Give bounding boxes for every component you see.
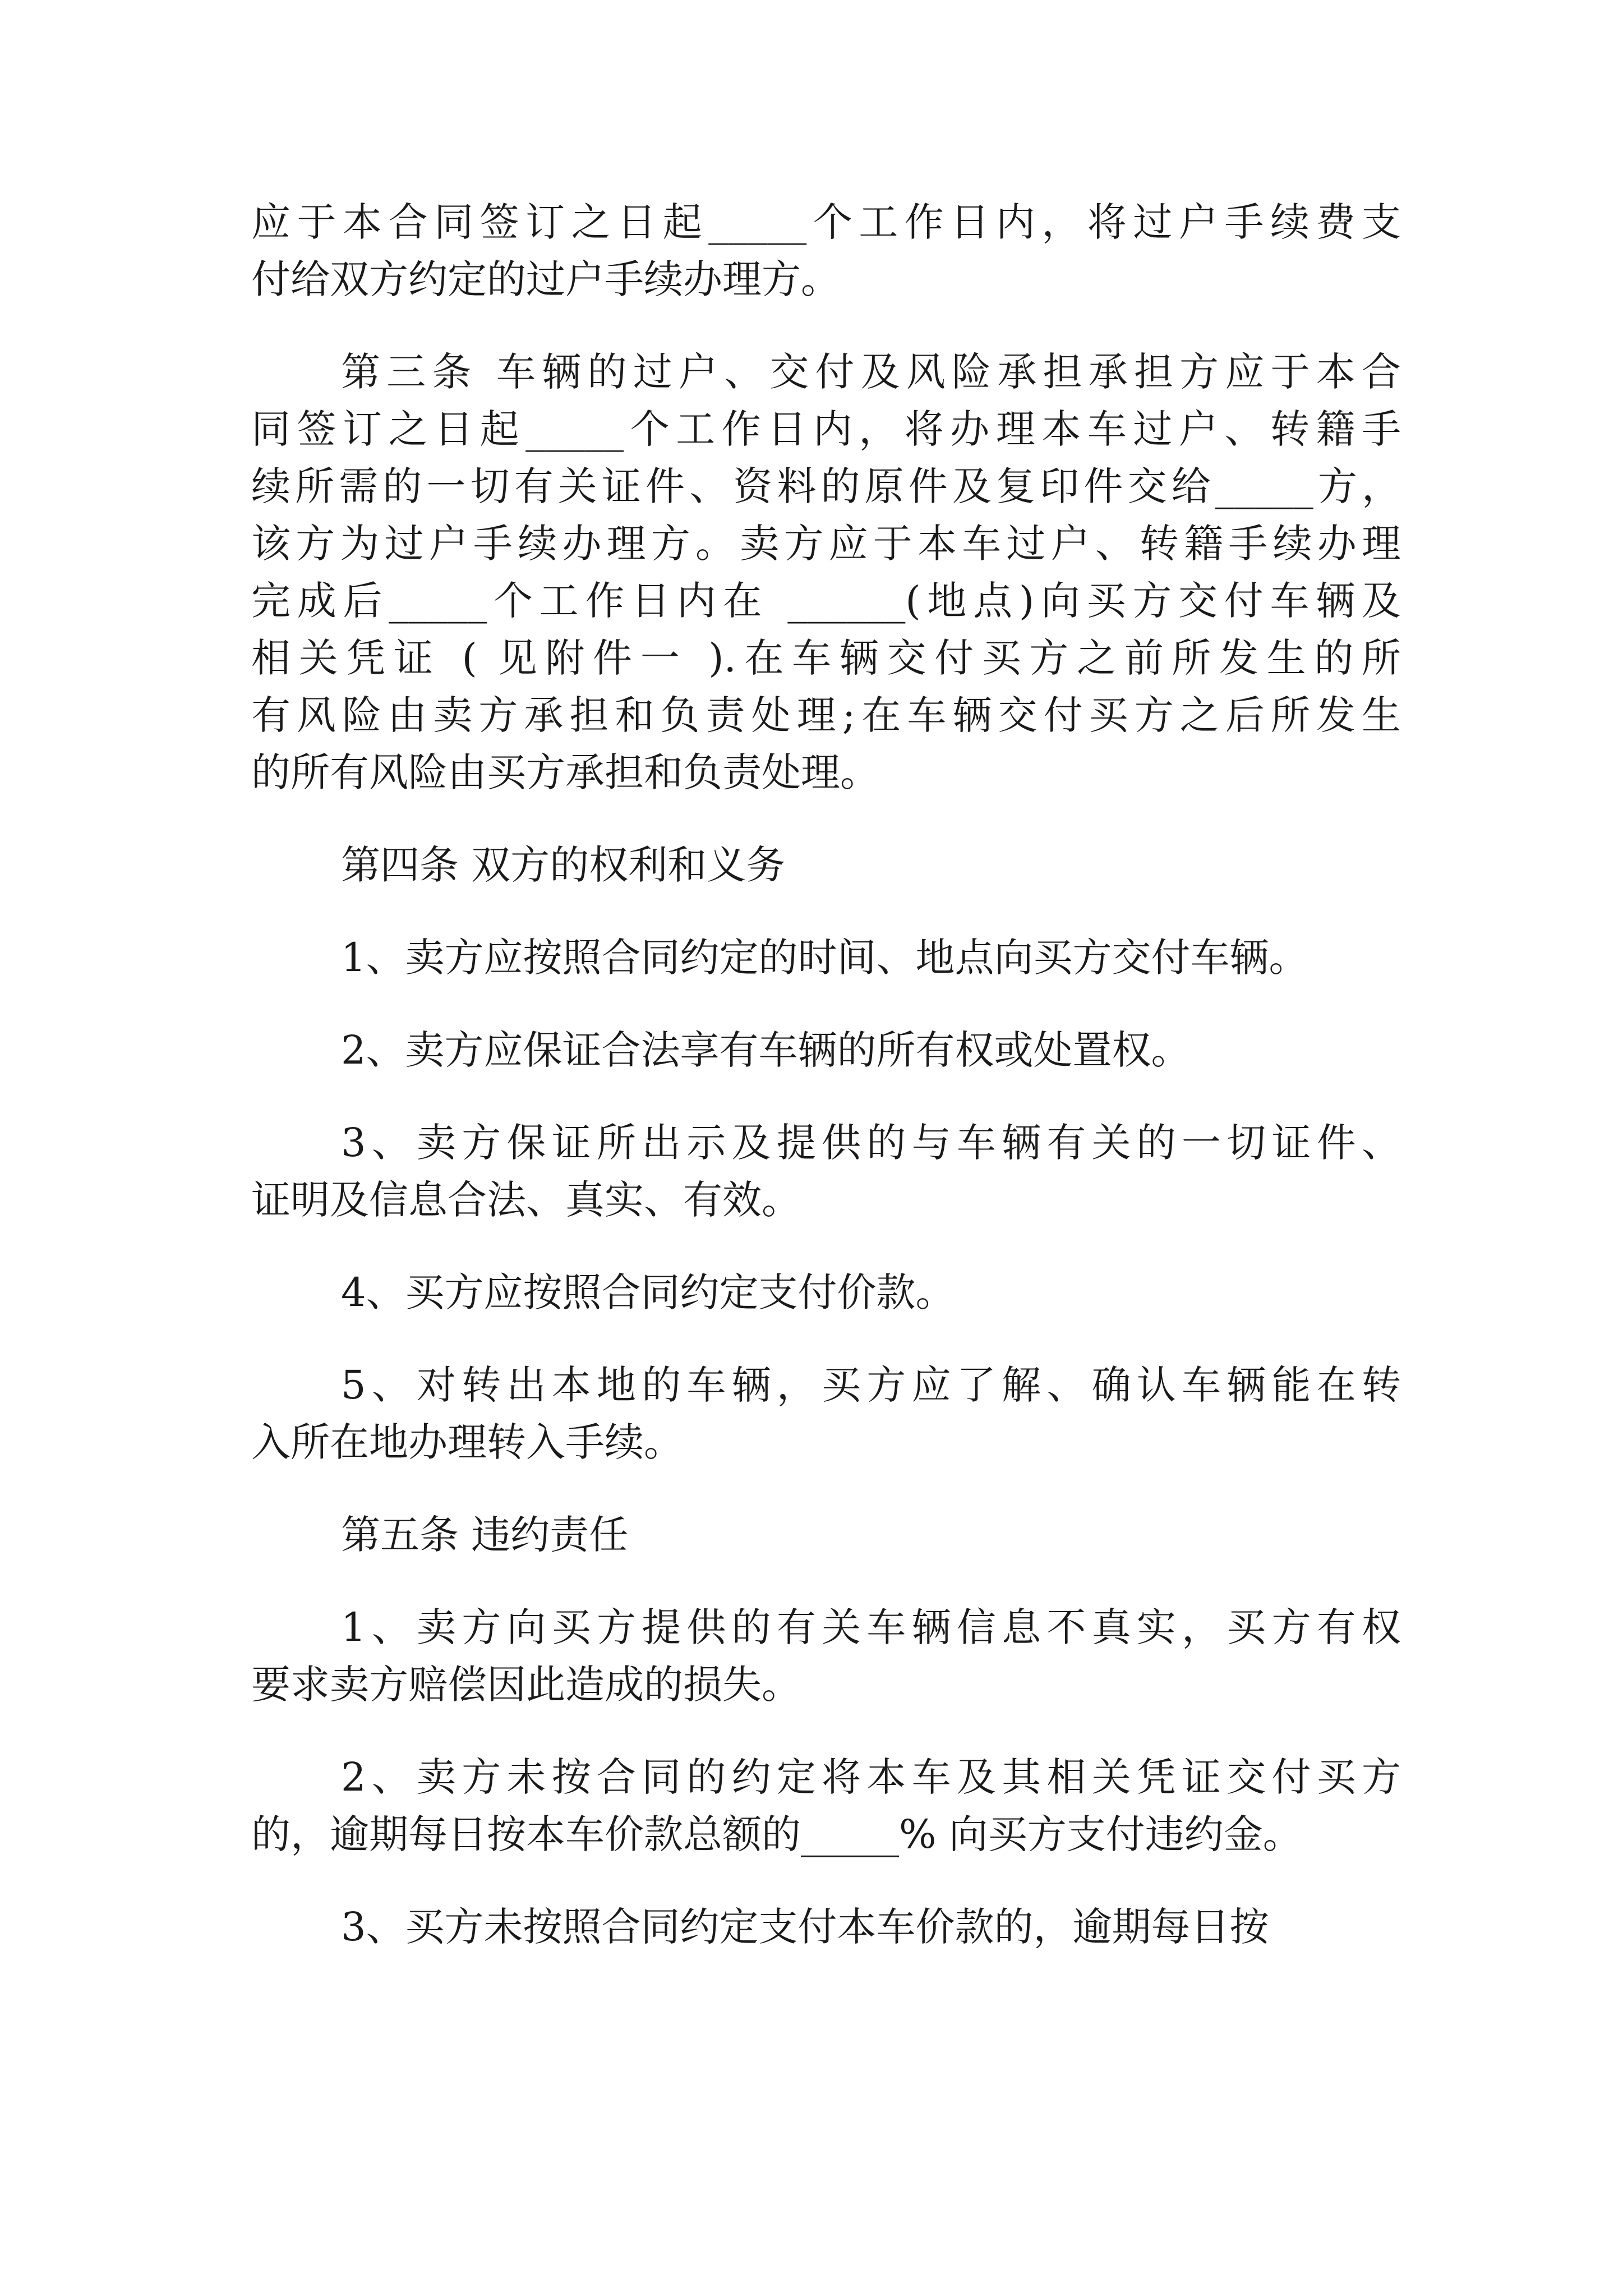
- text-line: 证明及信息合法、真实、有效。: [251, 1177, 801, 1223]
- clause-5-3: [251, 1898, 1401, 1955]
- text-line: 5、对转出本地的车辆，买方应了解、确认车辆能在转: [341, 1362, 1401, 1408]
- text-line: 相关凭证 ( 见附件一 ).在车辆交付买方之前所发生的所: [251, 635, 1401, 681]
- text-line: 应于本合同签订之日起_____个工作日内，将过户手续费支: [251, 199, 1401, 245]
- text-line: 要求卖方赔偿因此造成的损失。: [251, 1662, 801, 1708]
- article-heading-line: 第三条 车辆的过户、交付及风险承担承担方应于本合: [341, 349, 1401, 395]
- text-line: 3、买方未按照合同约定支付本车价款的，逾期每日按: [341, 1904, 1269, 1950]
- text-line: 4、买方应按照合同约定支付价款。: [341, 1269, 955, 1315]
- text-line: 该方为过户手续办理方。卖方应于本车过户、转籍手续办理: [251, 521, 1401, 567]
- text-line: 续所需的一切有关证件、资料的原件及复印件交给_____方，: [251, 463, 1401, 509]
- text-line: 完成后_____个工作日内在 ______(地点)向买方交付车辆及: [251, 578, 1401, 624]
- clause-4-5: [251, 1356, 1401, 1471]
- text-line: 1、卖方应按照合同约定的时间、地点向买方交付车辆。: [341, 935, 1308, 981]
- paragraph-transfer-fee: [251, 194, 1401, 308]
- text-line: 的，逾期每日按本车价款总额的_____% 向买方支付违约金。: [251, 1811, 1302, 1857]
- text-line: 同签订之日起_____个工作日内，将办理本车过户、转籍手: [251, 406, 1401, 452]
- paragraph-article-3: [251, 343, 1401, 801]
- text-line: 有风险由卖方承担和负责处理;在车辆交付买方之后所发生: [251, 692, 1401, 738]
- text-line: 的所有风险由买方承担和负责处理。: [251, 749, 879, 795]
- text-line: 付给双方约定的过户手续办理方。: [251, 256, 840, 302]
- text-line: 3、卖方保证所出示及提供的与车辆有关的一切证件、: [341, 1120, 1401, 1166]
- article-5-heading: [251, 1506, 1401, 1563]
- article-4-heading: [251, 836, 1401, 894]
- clause-4-4: [251, 1264, 1401, 1321]
- contract-body: [251, 194, 1401, 1955]
- clause-4-2: [251, 1022, 1401, 1079]
- article-heading-line: 第四条 双方的权利和义务: [341, 842, 786, 888]
- text-line: 2、卖方应保证合法享有车辆的所有权或处置权。: [341, 1027, 1191, 1073]
- text-line: 入所在地办理转入手续。: [251, 1419, 683, 1465]
- clause-5-2: [251, 1749, 1401, 1863]
- text-line: 1、卖方向买方提供的有关车辆信息不真实，买方有权: [341, 1604, 1401, 1650]
- clause-4-1: [251, 929, 1401, 986]
- clause-4-3: [251, 1114, 1401, 1228]
- text-line: 2、卖方未按合同的约定将本车及其相关凭证交付买方: [341, 1754, 1401, 1800]
- clause-5-1: [251, 1599, 1401, 1713]
- article-heading-line: 第五条 违约责任: [341, 1512, 629, 1558]
